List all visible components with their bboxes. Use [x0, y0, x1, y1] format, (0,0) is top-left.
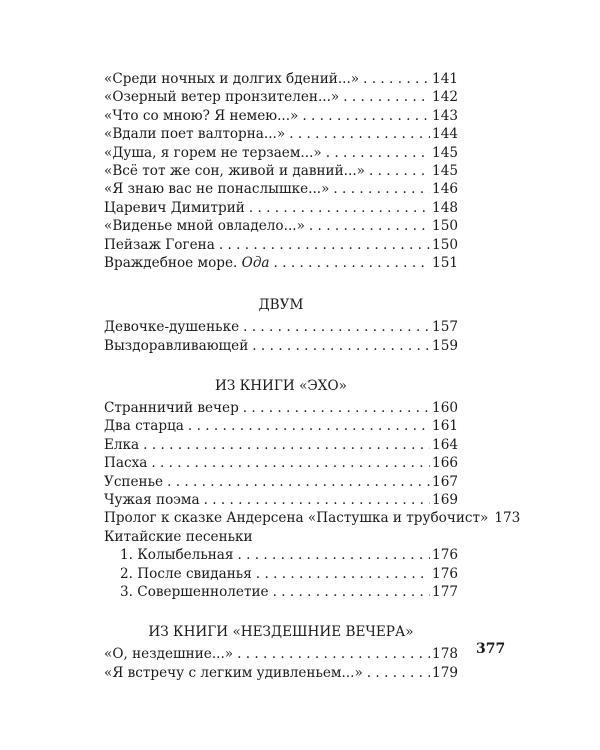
toc-entry-page: 164	[432, 436, 458, 453]
toc-entry-page: 169	[432, 492, 458, 509]
section-heading-nezdeshnie: ИЗ КНИГИ «НЕЗДЕШНИЕ ВЕЧЕРА»	[148, 624, 414, 641]
dot-leader	[274, 254, 431, 272]
toc-entry	[104, 254, 458, 272]
toc-entry-page: 167	[432, 473, 458, 490]
toc-group-1	[104, 70, 458, 272]
dot-leader	[219, 236, 430, 254]
toc-entry-title: 2. После свиданья	[120, 565, 252, 582]
toc-entry-title: «Виденье мной овладело...»	[104, 218, 305, 235]
dot-leader	[249, 199, 430, 217]
toc-entry-title: «Я встречу с легким удивленьем...»	[104, 664, 363, 681]
toc-entry-title: Успенье	[104, 473, 164, 490]
toc-entry-page: 176	[432, 547, 458, 564]
dot-leader	[289, 125, 430, 143]
toc-entry-title: «Среди ночных и долгих бдений...»	[104, 71, 360, 87]
toc-entry-page: 143	[432, 107, 458, 124]
toc-entry-page: 173	[494, 510, 521, 527]
toc-group-3-subentries	[104, 546, 458, 601]
toc-entry-title: Пасха	[104, 455, 148, 472]
toc-group-2	[104, 318, 458, 355]
toc-entry	[104, 70, 458, 88]
section-heading-dvum: ДВУМ	[258, 297, 304, 314]
toc-entry	[104, 399, 458, 417]
dot-leader	[243, 399, 430, 417]
toc-entry-title: Царевич Димитрий	[104, 199, 245, 216]
toc-entry	[104, 565, 458, 583]
toc-entry-page: 177	[432, 583, 458, 600]
toc-entry	[104, 107, 458, 125]
toc-entry-title: Враждебное море. Ода	[104, 254, 270, 271]
toc-entry-page: 161	[432, 418, 458, 435]
dot-leader	[367, 664, 430, 682]
toc-entry	[104, 454, 458, 472]
toc-entry-page: 146	[432, 181, 458, 198]
toc-entry	[104, 664, 458, 682]
toc-entry	[104, 417, 458, 435]
dot-leader	[273, 583, 430, 601]
toc-entry-title: «Озерный ветер пронзителен...»	[104, 89, 340, 106]
dot-leader	[188, 417, 430, 435]
toc-entry-page: 159	[432, 337, 458, 354]
toc-entry	[104, 236, 458, 254]
dot-leader	[363, 70, 430, 88]
dot-leader	[369, 162, 430, 180]
toc-entry-page: 144	[432, 126, 458, 143]
toc-entry-page: 150	[432, 236, 458, 253]
toc-entry-page: 166	[432, 455, 458, 472]
toc-entry	[104, 217, 458, 235]
toc-entry-title: «Всё тот же сон, живой и давний...»	[104, 162, 365, 179]
toc-entry-page: 178	[432, 646, 458, 663]
toc-entry	[104, 645, 458, 663]
dot-leader	[167, 473, 430, 491]
toc-entry-page: 141	[432, 71, 458, 87]
toc-entry-title: «Душа, я горем не терзаем...»	[104, 144, 322, 161]
toc-entry-title: Девочке-душеньке	[104, 319, 240, 336]
toc-entry-page: 151	[432, 254, 458, 271]
toc-entry	[104, 144, 458, 162]
dot-leader	[302, 107, 430, 125]
toc-entry-page: 145	[432, 144, 458, 161]
toc-entry-title: «О, нездешние...»	[104, 646, 234, 663]
dot-leader	[237, 645, 430, 663]
toc-entry-title: «Что со мною? Я немею...»	[104, 107, 299, 124]
dot-leader	[243, 318, 430, 336]
toc-entry	[104, 546, 458, 564]
dot-leader	[143, 436, 430, 454]
toc-entry	[104, 509, 521, 527]
toc-entry-title: Елка	[104, 436, 140, 453]
toc-entry-title: Выздоравливающей	[104, 337, 249, 354]
dot-leader	[237, 546, 430, 564]
toc-entry	[104, 583, 458, 601]
toc-entry-page: 145	[432, 162, 458, 179]
section-heading-echo: ИЗ КНИГИ «ЭХО»	[215, 378, 347, 395]
toc-group-4	[104, 645, 458, 682]
toc-entry-subtitle: Ода	[241, 254, 270, 271]
toc-entry	[104, 318, 458, 336]
toc-entry-title: «Вдали поет валторна...»	[104, 126, 286, 143]
toc-group-3	[104, 399, 521, 528]
toc-entry	[104, 436, 458, 454]
toc-entry-title: Пролог к сказке Андерсена «Пастушка и трубочист»	[104, 510, 489, 527]
dot-leader	[151, 454, 430, 472]
toc-entry-title: Пейзаж Гогена	[104, 236, 215, 253]
toc-entry-title: Два старца	[104, 418, 184, 435]
toc-entry	[104, 88, 458, 106]
toc-entry-page: 176	[432, 565, 458, 582]
toc-entry	[104, 162, 458, 180]
dot-leader	[204, 491, 430, 509]
dot-leader	[333, 180, 430, 198]
dot-leader	[309, 217, 430, 235]
toc-entry-page: 150	[432, 218, 458, 235]
toc-entry	[104, 125, 458, 143]
toc-entry-page: 157	[432, 319, 458, 336]
toc-entry	[104, 337, 458, 355]
toc-entry	[104, 491, 458, 509]
toc-entry-heading	[104, 528, 458, 546]
toc-entry-page: 179	[432, 664, 458, 681]
toc-entry	[104, 180, 458, 198]
dot-leader	[252, 337, 430, 355]
toc-entry-title: «Я знаю вас не понаслышке...»	[104, 181, 330, 198]
toc-entry-page: 160	[432, 400, 458, 417]
toc-entry-title: Чужая поэма	[104, 492, 200, 509]
dot-leader	[256, 565, 430, 583]
toc-entry-title: 1. Колыбельная	[120, 547, 234, 564]
toc-entry-title: Китайские песеньки	[104, 528, 253, 545]
toc-entry-page: 148	[432, 199, 458, 216]
toc-entry	[104, 473, 458, 491]
toc-entry-title: Странничий вечер	[104, 400, 239, 417]
dot-leader	[343, 88, 430, 106]
dot-leader	[326, 144, 430, 162]
toc-entry	[104, 199, 458, 217]
toc-entry-title: 3. Совершеннолетие	[120, 583, 269, 600]
page-number: 377	[476, 641, 506, 657]
toc-entry-page: 142	[432, 89, 458, 106]
